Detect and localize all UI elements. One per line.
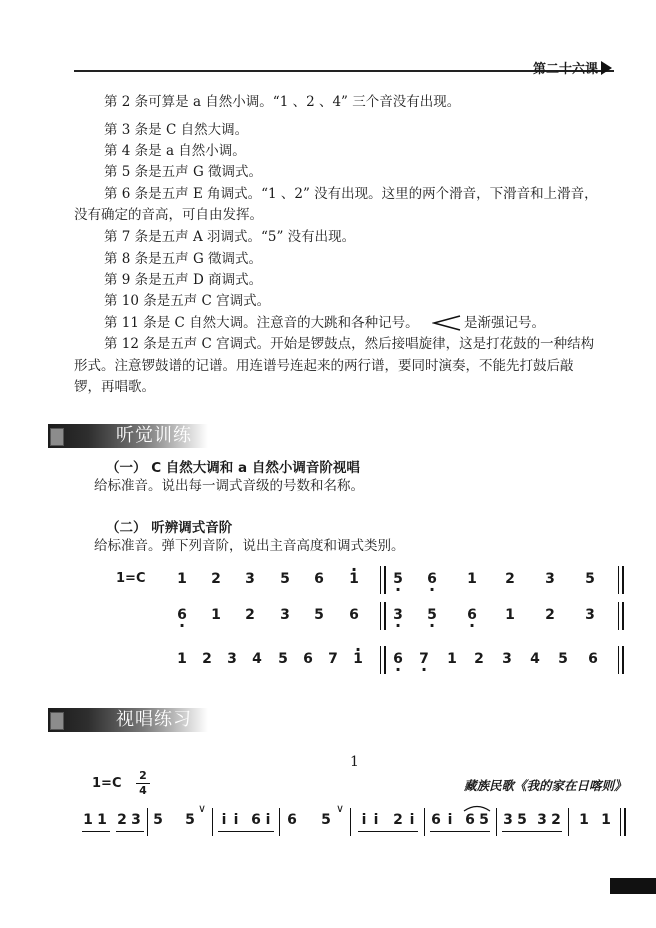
note: 5	[558, 651, 568, 667]
note: 3	[545, 571, 555, 587]
beam	[116, 831, 144, 832]
barline	[624, 808, 626, 836]
note: i	[373, 812, 379, 828]
note: · 1	[352, 651, 364, 667]
note: 6	[588, 651, 598, 667]
barline	[620, 808, 621, 836]
note: 5	[517, 812, 527, 828]
barline	[618, 566, 619, 594]
note: 2	[202, 651, 212, 667]
section-heading-listening	[48, 424, 208, 448]
note: 6	[303, 651, 313, 667]
note: 2	[117, 812, 127, 828]
note: 6	[314, 571, 324, 587]
time-signature	[136, 770, 150, 797]
text-line: 第 6 条是五声 E 角调式。“1 、2” 没有出现。这里的两个滑音，下滑音和上滑音，	[104, 186, 598, 202]
barline	[424, 808, 425, 836]
note: 6	[251, 812, 261, 828]
section-marker-icon	[50, 712, 64, 730]
section-heading-sight-singing	[48, 708, 208, 732]
note: 4	[530, 651, 540, 667]
barline	[496, 808, 497, 836]
subheading: （一） C 自然大调和 a 自然小调音阶视唱	[106, 460, 360, 476]
text-line: 第 3 条是 C 自然大调。	[104, 122, 249, 138]
section-marker-icon	[50, 428, 64, 446]
note: 5	[278, 651, 288, 667]
note: 2	[505, 571, 515, 587]
text-line: 第 5 条是五声 G 徵调式。	[104, 164, 263, 180]
song-source: 藏族民歌《我的家在日喀则》	[464, 778, 627, 793]
lesson-header	[533, 58, 612, 77]
time-signature-bottom: 4	[139, 784, 147, 797]
note: 5 ·	[426, 607, 438, 623]
note: 5	[280, 571, 290, 587]
note: 3	[227, 651, 237, 667]
note: 2	[393, 812, 403, 828]
note: 6	[349, 607, 359, 623]
barline	[622, 566, 624, 594]
barline	[618, 646, 619, 674]
note: 6 ·	[426, 571, 438, 587]
text-line: 第 9 条是五声 D 商调式。	[104, 272, 263, 288]
note: 2	[245, 607, 255, 623]
note: 3 ·	[392, 607, 404, 623]
crescendo-icon	[432, 314, 462, 332]
note: i	[221, 812, 227, 828]
slur-icon	[462, 804, 492, 812]
barline	[622, 646, 624, 674]
note: 3	[585, 607, 595, 623]
note: 3	[502, 651, 512, 667]
barline	[279, 808, 280, 836]
text-line: 没有确定的音高，可自由发挥。	[74, 207, 263, 223]
barline	[384, 602, 386, 630]
text-line: 第 2 条可算是 a 自然小调。“1 、2 、4” 三个音没有出现。	[104, 94, 461, 110]
note: 6	[465, 812, 475, 828]
note: 3	[537, 812, 547, 828]
note: 6	[287, 812, 297, 828]
note: 1	[97, 812, 107, 828]
note: 1	[505, 607, 515, 623]
key-signature: 1=C	[92, 776, 122, 791]
note: i	[233, 812, 239, 828]
note: 5	[314, 607, 324, 623]
time-signature-top: 2	[139, 769, 147, 782]
text-line: 第 10 条是五声 C 宫调式。	[104, 293, 271, 309]
note: 5	[185, 812, 195, 828]
note: 3	[245, 571, 255, 587]
barline	[212, 808, 213, 836]
note: 5 ·	[392, 571, 404, 587]
beam	[218, 831, 274, 832]
beam	[358, 831, 418, 832]
note: 1	[601, 812, 611, 828]
note: 1	[177, 651, 187, 667]
barline	[380, 646, 381, 674]
note: 1	[177, 571, 187, 587]
note: 1	[467, 571, 477, 587]
barline	[380, 566, 381, 594]
note: 6 ·	[466, 607, 478, 623]
note: 5	[321, 812, 331, 828]
note: 3	[503, 812, 513, 828]
barline	[384, 646, 386, 674]
subheading: （二） 听辨调式音阶	[106, 520, 233, 536]
barline	[568, 808, 569, 836]
note: 7	[328, 651, 338, 667]
note: 2	[551, 812, 561, 828]
lesson-title: 第二十六课	[532, 62, 598, 77]
note: 6 ·	[176, 607, 188, 623]
note: 3	[131, 812, 141, 828]
barline	[380, 602, 381, 630]
note: 2	[545, 607, 555, 623]
text-line: 第 7 条是五声 A 羽调式。“5” 没有出现。	[104, 229, 356, 245]
note: 5	[479, 812, 489, 828]
text-line: 给标准音。说出每一调式音级的号数和名称。	[94, 478, 364, 494]
barline	[147, 808, 148, 836]
play-triangle-icon	[601, 61, 612, 75]
text-line: 是渐强记号。	[464, 315, 545, 331]
note: 4	[252, 651, 262, 667]
text-line: 锣，再唱歌。	[74, 379, 155, 395]
text-line: 第 4 条是 a 自然小调。	[104, 143, 246, 159]
note: 6	[431, 812, 441, 828]
note: 3	[280, 607, 290, 623]
note: i	[265, 812, 271, 828]
note: 1	[211, 607, 221, 623]
barline	[618, 602, 619, 630]
barline	[350, 808, 351, 836]
barline	[384, 566, 386, 594]
note: 2	[211, 571, 221, 587]
note: 6 ·	[392, 651, 404, 667]
note: · 1	[348, 571, 360, 587]
text-line: 第 8 条是五声 G 徵调式。	[104, 251, 263, 267]
note: 5	[585, 571, 595, 587]
note: 2	[474, 651, 484, 667]
note: 7 ·	[418, 651, 430, 667]
note: i	[409, 812, 415, 828]
text-line: 形式。注意锣鼓谱的记谱。用连谱号连起来的两行谱，要同时演奏，不能先打鼓后敲	[74, 358, 574, 374]
text-line: 第 11 条是 C 自然大调。注意音的大跳和各种记号。	[104, 315, 419, 331]
barline	[622, 602, 624, 630]
note: 5	[153, 812, 163, 828]
text-line: 给标准音。弹下列音阶，说出主音高度和调式类别。	[94, 538, 405, 554]
note: 1	[83, 812, 93, 828]
breath-mark: ∨	[336, 802, 345, 815]
section-title: 听觉训练	[116, 425, 192, 446]
beam	[430, 831, 490, 832]
key-signature: 1=C	[116, 571, 146, 586]
exercise-number: 1	[350, 754, 359, 770]
note: 1	[447, 651, 457, 667]
section-title: 视唱练习	[116, 709, 192, 730]
beam	[82, 831, 110, 832]
text-line: 第 12 条是五声 C 宫调式。开始是锣鼓点，然后接唱旋律，这是打花鼓的一种结构	[104, 336, 595, 352]
breath-mark: ∨	[198, 802, 207, 815]
beam	[502, 831, 562, 832]
note: i	[447, 812, 453, 828]
note: 1	[579, 812, 589, 828]
page-corner-tab	[610, 878, 656, 894]
note: i	[361, 812, 367, 828]
